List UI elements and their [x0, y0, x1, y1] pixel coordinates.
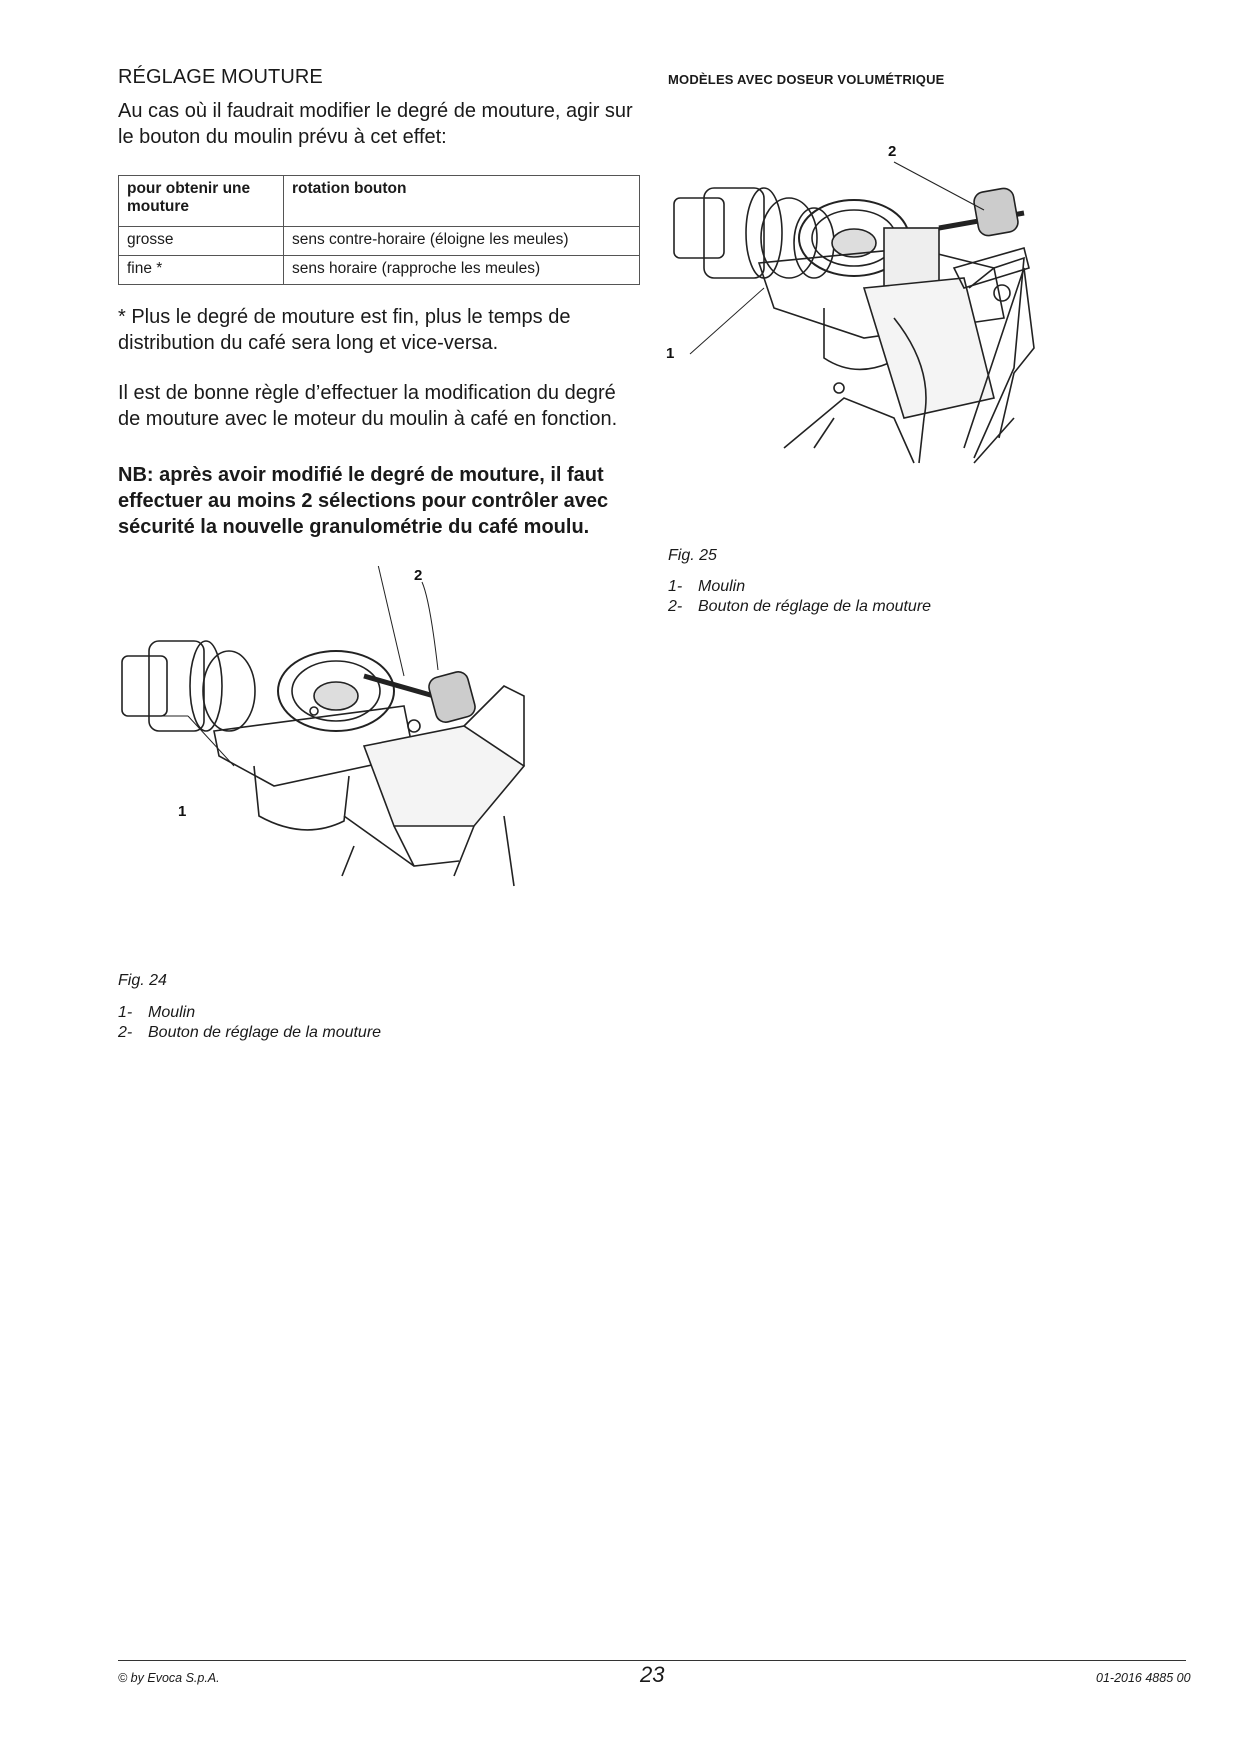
fig24-callout-1: 1	[178, 803, 187, 820]
table-header-row	[119, 176, 640, 227]
table-row	[119, 256, 640, 285]
footer-copyright: © by Evoca S.p.A.	[118, 1671, 220, 1685]
fig25-callout-1: 1	[666, 345, 675, 362]
fig24-callout-2: 2	[414, 567, 423, 584]
table-row	[119, 227, 640, 256]
fig24-legend	[118, 1003, 381, 1043]
intro-paragraph: Au cas où il faudrait modifier le degré de mouture, agir sur le bouton du moulin prévu à cet effet:	[118, 100, 633, 148]
grind-settings-table	[118, 175, 640, 285]
page-number: 23	[640, 1662, 665, 1687]
fig25-label: Fig. 25	[668, 547, 717, 564]
advice-paragraph: Il est de bonne règle d’effectuer la modification du degré de mouture avec le moteur du moulin à café en fonction.	[118, 382, 618, 430]
table-cell: sens contre-horaire (éloigne les meules)	[284, 227, 640, 256]
document-code: 01-2016 4885 00	[1096, 1671, 1191, 1685]
legend-item: 1- Moulin	[118, 1004, 196, 1021]
footnote-paragraph: * Plus le degré de mouture est fin, plus le temps de distribution du café sera long et vice-versa.	[118, 306, 571, 354]
nb-warning: NB: après avoir modifié le degré de mouture, il faut effectuer au moins 2 sélections pour contrôler avec sécurité la nouvelle granulométrie du café moulu.	[118, 464, 609, 538]
fig25-callout-2: 2	[888, 143, 897, 160]
fig24-grinder-illustration	[114, 566, 534, 891]
legend-item: 1- Moulin	[668, 578, 746, 595]
legend-item: 2- Bouton de réglage de la mouture	[668, 598, 932, 615]
fig25-legend	[668, 577, 931, 617]
table-header: pour obtenir une mouture	[119, 176, 284, 227]
legend-item: 2- Bouton de réglage de la mouture	[118, 1024, 382, 1041]
section-title: RÉGLAGE MOUTURE	[118, 66, 323, 88]
fig24-leader-2	[420, 580, 460, 680]
fig25-grinder-illustration	[664, 118, 1164, 528]
right-column-header: MODÈLES AVEC DOSEUR VOLUMÉTRIQUE	[668, 72, 945, 87]
table-header: rotation bouton	[284, 176, 640, 227]
fig24-label: Fig. 24	[118, 972, 167, 989]
table-cell: grosse	[119, 227, 284, 256]
footer-divider	[118, 1660, 1186, 1661]
table-cell: fine *	[119, 256, 284, 285]
table-cell: sens horaire (rapproche les meules)	[284, 256, 640, 285]
